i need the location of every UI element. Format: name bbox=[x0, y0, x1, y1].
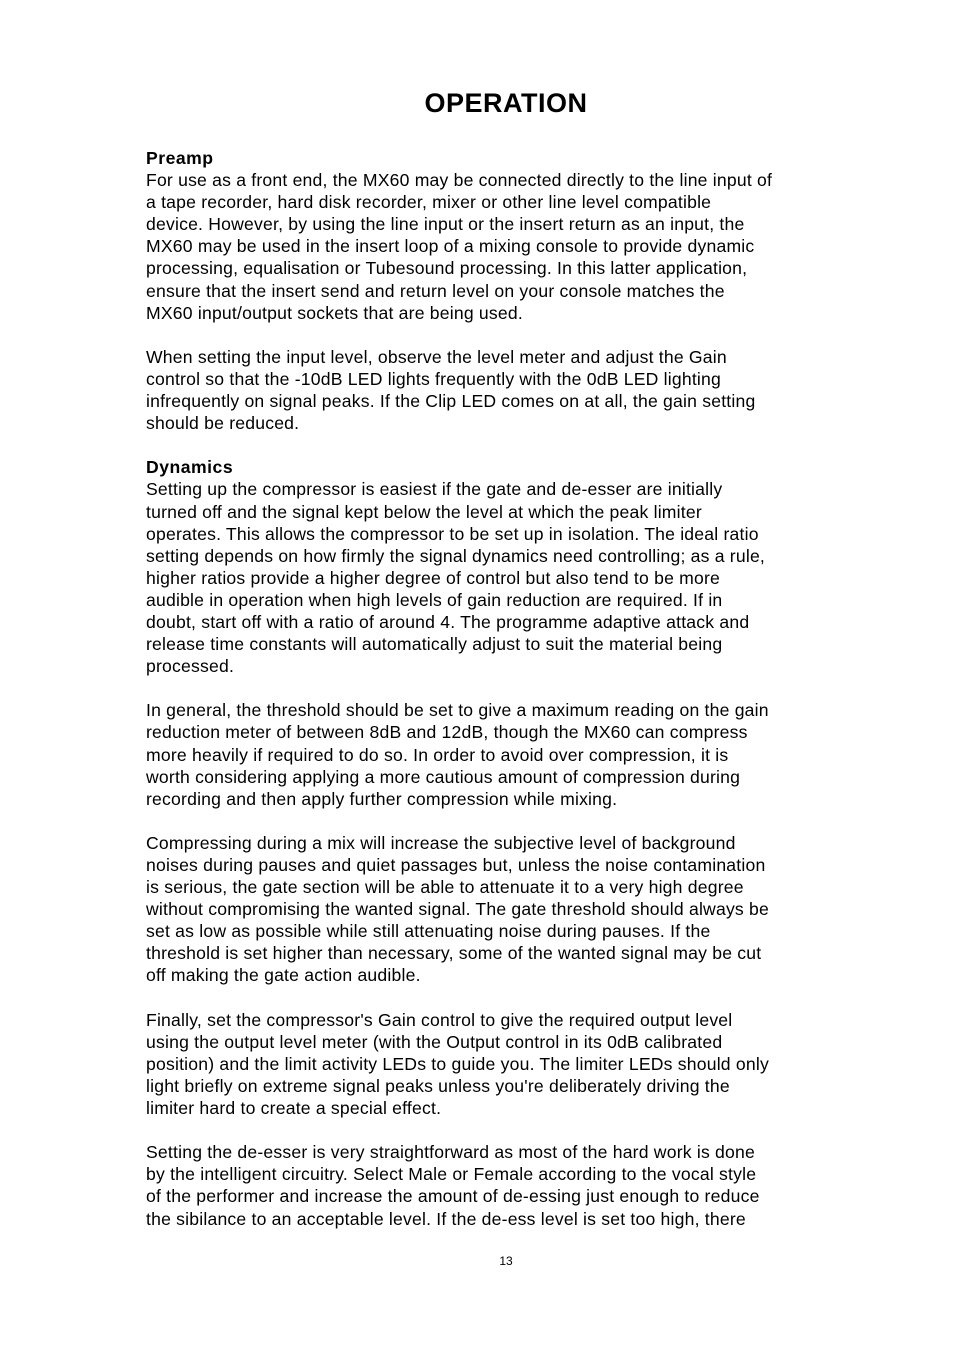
paragraph: Compressing during a mix will increase the subjective level of background noises during pauses and quiet passages but, unless the noise contamination is serious, the gate section will be able to attenuate it to a very high degree without compromising the wanted signal. The gate threshold should always be set as low as possible while still attenuating noise during pauses. If the threshold is set higher than necessary, some of the wanted signal may be cut off making the gate action audible. bbox=[146, 832, 769, 986]
section-dynamics bbox=[146, 456, 868, 1229]
section-heading-preamp: Preamp bbox=[146, 148, 214, 168]
paragraph: Setting the de-esser is very straightforward as most of the hard work is done by the intelligent circuitry. Select Male or Female according to the vocal style of the performer and increase the amount of de-essing just enough to reduce the sibilance to an acceptable level. If the de-ess level is set too high, there bbox=[146, 1142, 760, 1229]
paragraph: When setting the input level, observe the level meter and adjust the Gain control so that the -10dB LED lights frequently with the 0dB LED lighting infrequently on signal peaks. If the Clip LED comes on at all, the gain setting should be reduced. bbox=[146, 346, 756, 434]
page-number: 13 bbox=[499, 1254, 513, 1268]
paragraph: For use as a front end, the MX60 may be connected directly to the line input of a tape recorder, hard disk recorder, mixer or other line level compatible device. However, by using the line input or the insert return as an input, the MX60 may be used in the insert loop of a mixing console to provide dynamic processing, equalisation or Tubesound processing. In this latter application, ensure that the insert send and return level on your console matches the MX60 input/output sockets that are being used. bbox=[146, 170, 773, 323]
paragraph: Setting up the compressor is easiest if the gate and de-esser are initially turned off and the signal kept below the level at which the peak limiter operates. This allows the compressor to be set up in isolation. The ideal ratio setting depends on how firmly the signal dynamics need controlling; as a rule, higher ratios provide a higher degree of control but also tend to be more audible in operation when high levels of gain reduction are required. If in doubt, start off with a ratio of around 4. The programme adaptive attack and release time constants will automatically adjust to suit the material being processed. bbox=[146, 479, 766, 677]
page-title: OPERATION bbox=[424, 88, 588, 118]
section-heading-dynamics: Dynamics bbox=[146, 457, 234, 478]
paragraph: Finally, set the compressor's Gain control to give the required output level using the output level meter (with the Output control in its 0dB calibrated position) and the limit activity LEDs to guide you. The limiter LEDs should only light briefly on extreme signal peaks unless you're deliberately driving the limiter hard to create a special effect. bbox=[146, 1009, 769, 1119]
paragraph: In general, the threshold should be set to give a maximum reading on the gain reduction meter of between 8dB and 12dB, though the MX60 can compress more heavily if required to do so. In order to avoid over compression, it is worth considering applying a more cautious amount of compression during recording and then apply further compression while mixing. bbox=[146, 700, 769, 809]
section-preamp bbox=[146, 147, 868, 434]
document-body bbox=[146, 147, 868, 1230]
